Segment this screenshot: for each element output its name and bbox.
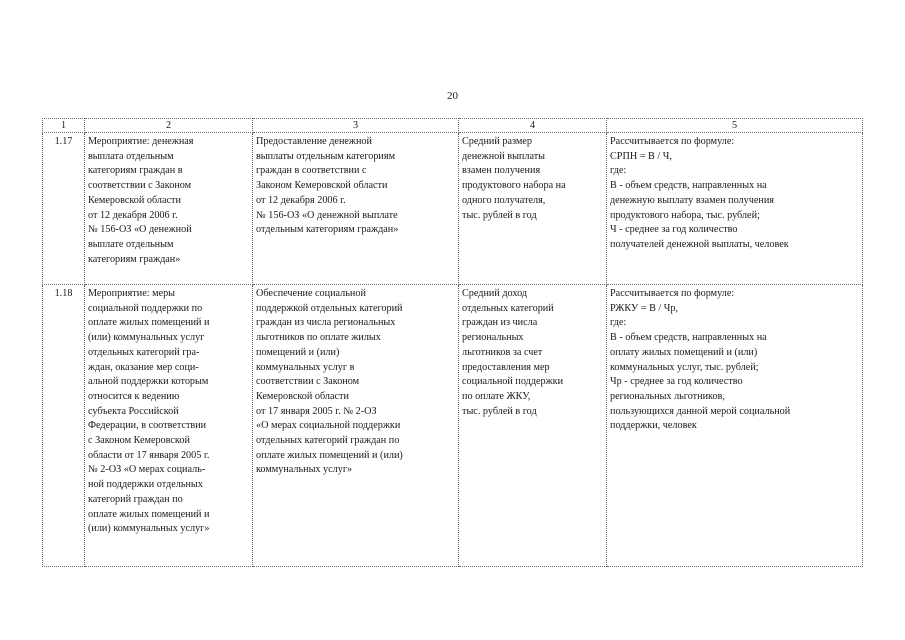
- cell-text-line: альной поддержки которым: [88, 376, 209, 388]
- cell-text-line: от 17 января 2005 г. № 2-ОЗ: [256, 405, 377, 417]
- event-description-cell: [85, 285, 253, 567]
- cell-text-line: продуктового набора, тыс. рублей;: [610, 209, 760, 221]
- cell-text-line: получателей денежной выплаты, человек: [610, 238, 789, 250]
- cell-text-line: соответствии с Законом: [88, 180, 192, 192]
- cell-text-line: оплату жилых помещений и (или): [610, 346, 758, 358]
- indicators-table: [42, 118, 863, 567]
- indicator-unit-cell: [459, 133, 607, 285]
- cell-text-line: отдельных категорий гра-: [88, 346, 200, 358]
- cell-text-line: коммунальных услуг, тыс. рублей;: [610, 361, 759, 373]
- cell-text-line: Чр - среднее за год количество: [610, 376, 743, 388]
- cell-text-line: В - объем средств, направленных на: [610, 332, 767, 344]
- cell-text-line: Федерации, в соответствии: [88, 420, 207, 432]
- cell-text-line: (или) коммунальных услуг»: [88, 523, 210, 535]
- formula-cell: [607, 285, 863, 567]
- cell-text-line: выплата отдельным: [88, 150, 174, 162]
- cell-text-line: Кемеровской области: [88, 194, 181, 206]
- cell-text-line: В - объем средств, направленных на: [610, 180, 767, 192]
- cell-text-line: помещений и (или): [256, 346, 340, 358]
- cell-text-line: ной поддержки отдельных: [88, 479, 203, 491]
- cell-text-line: граждан из числа: [462, 317, 538, 329]
- cell-text-line: льготников по оплате жилых: [256, 332, 381, 344]
- header-cell: 3: [253, 119, 459, 133]
- cell-text-line: категориям граждан»: [88, 253, 181, 265]
- cell-text-line: тыс. рублей в год: [462, 405, 537, 417]
- cell-text-line: от 12 декабря 2006 г.: [88, 209, 178, 221]
- cell-text-line: № 2-ОЗ «О мерах социаль-: [88, 464, 206, 476]
- cell-text-line: денежную выплату взамен получения: [610, 194, 774, 206]
- cell-text-line: Рассчитывается по формуле:: [610, 288, 735, 299]
- cell-text-line: выплате отдельным: [88, 238, 174, 250]
- header-cell: 1: [43, 119, 85, 133]
- row-number: 1.18: [43, 285, 85, 567]
- cell-text-line: с Законом Кемеровской: [88, 435, 190, 447]
- table-header-row: [43, 119, 863, 133]
- cell-text-line: пользующихся данной мерой социальной: [610, 405, 791, 417]
- indicator-name-cell: [253, 285, 459, 567]
- cell-text-line: Рассчитывается по формуле:: [610, 136, 735, 147]
- cell-text-line: Ч - среднее за год количество: [610, 224, 738, 236]
- formula-cell: [607, 133, 863, 285]
- cell-text-line: оплате жилых помещений и: [88, 508, 210, 520]
- cell-text-line: Мероприятие: меры: [88, 288, 176, 299]
- cell-text-line: отдельных категорий граждан по: [256, 435, 400, 447]
- cell-text-line: коммунальных услуг»: [256, 464, 353, 476]
- cell-text-line: «О мерах социальной поддержки: [256, 420, 401, 432]
- cell-text-line: поддержкой отдельных категорий: [256, 302, 403, 314]
- cell-text-line: социальной поддержки по: [88, 302, 203, 314]
- header-cell: 2: [85, 119, 253, 133]
- cell-text-line: отдельным категориям граждан»: [256, 224, 399, 236]
- cell-text-line: коммунальных услуг в: [256, 361, 355, 373]
- cell-text-line: одного получателя,: [462, 194, 546, 206]
- indicator-unit-cell: [459, 285, 607, 567]
- cell-text-line: льготников за счет: [462, 346, 543, 358]
- page-number: 20: [447, 90, 458, 102]
- indicator-name-cell: [253, 133, 459, 285]
- cell-text-line: предоставления мер: [462, 361, 550, 373]
- cell-text-line: от 12 декабря 2006 г.: [256, 194, 346, 206]
- cell-text-line: по оплате ЖКУ,: [462, 390, 531, 402]
- cell-text-line: СРПН = В / Ч,: [610, 150, 672, 162]
- cell-text-line: тыс. рублей в год: [462, 209, 537, 221]
- cell-text-line: региональных: [462, 332, 524, 344]
- cell-text-line: Средний размер: [462, 136, 532, 147]
- cell-text-line: денежной выплаты: [462, 150, 546, 162]
- cell-text-line: области от 17 января 2005 г.: [88, 449, 210, 461]
- cell-text-line: Предоставление денежной: [256, 136, 372, 147]
- cell-text-line: где:: [610, 317, 627, 329]
- cell-text-line: № 156-ОЗ «О денежной выплате: [256, 209, 398, 221]
- event-description-cell: [85, 133, 253, 285]
- cell-text-line: продуктового набора на: [462, 180, 566, 192]
- cell-text-line: взамен получения: [462, 165, 541, 177]
- cell-text-line: где:: [610, 165, 627, 177]
- cell-text-line: Обеспечение социальной: [256, 288, 366, 299]
- cell-text-line: категориям граждан в: [88, 165, 183, 177]
- cell-text-line: субъекта Российской: [88, 405, 179, 417]
- cell-text-line: (или) коммунальных услуг: [88, 332, 205, 344]
- header-cell: 5: [607, 119, 863, 133]
- cell-text-line: оплате жилых помещений и (или): [256, 449, 403, 461]
- cell-text-line: социальной поддержки: [462, 376, 564, 388]
- cell-text-line: региональных льготников,: [610, 390, 725, 402]
- cell-text-line: Законом Кемеровской области: [256, 180, 388, 192]
- row-number: 1.17: [43, 133, 85, 285]
- cell-text-line: ждан, оказание мер соци-: [88, 361, 199, 373]
- cell-text-line: РЖКУ = В / Чр,: [610, 302, 679, 314]
- table-row: [43, 285, 863, 567]
- cell-text-line: граждан из числа региональных: [256, 317, 396, 329]
- cell-text-line: оплате жилых помещений и: [88, 317, 210, 329]
- cell-text-line: Мероприятие: денежная: [88, 136, 194, 147]
- cell-text-line: граждан в соответствии с: [256, 165, 367, 177]
- cell-text-line: Средний доход: [462, 288, 528, 299]
- cell-text-line: отдельных категорий: [462, 302, 554, 314]
- header-cell: 4: [459, 119, 607, 133]
- cell-text-line: № 156-ОЗ «О денежной: [88, 224, 192, 236]
- cell-text-line: поддержки, человек: [610, 420, 697, 432]
- cell-text-line: категорий граждан по: [88, 493, 183, 505]
- cell-text-line: Кемеровской области: [256, 390, 349, 402]
- cell-text-line: выплаты отдельным категориям: [256, 150, 396, 162]
- table-row: [43, 133, 863, 285]
- cell-text-line: соответствии с Законом: [256, 376, 360, 388]
- cell-text-line: относится к ведению: [88, 390, 180, 402]
